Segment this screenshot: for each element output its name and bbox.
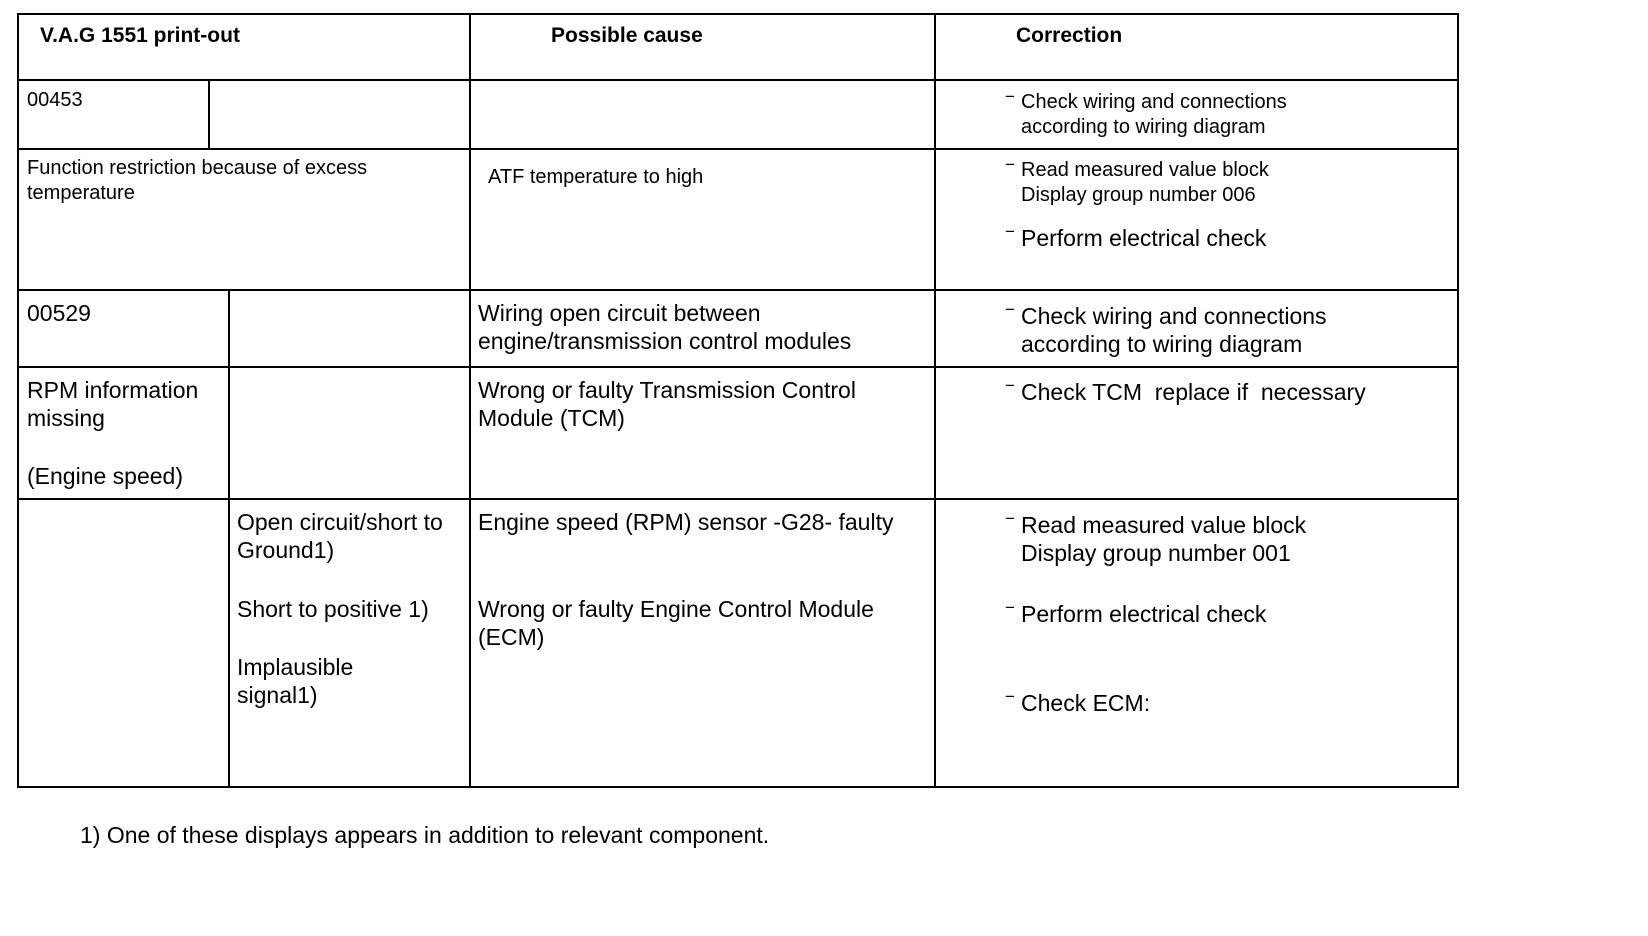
- fault-description: RPM information missing: [27, 377, 199, 431]
- header-possible-cause: Possible cause: [551, 24, 703, 47]
- fault-code: 00453: [27, 89, 83, 111]
- dash-bullet: −: [1005, 598, 1015, 617]
- correction-item: [1005, 87, 1341, 140]
- row-divider: [19, 289, 1457, 291]
- correction-text: Check ECM:: [1021, 690, 1151, 716]
- correction-text: Read measured value block Display group number 006: [1021, 159, 1269, 206]
- possible-cause: Wrong or faulty Engine Control Module (ECM): [478, 596, 874, 650]
- column-divider: [208, 79, 210, 148]
- dash-bullet: −: [1005, 300, 1015, 319]
- correction-item: [1005, 600, 1266, 628]
- correction-text: Check wiring and connections according to wiring diagram: [1021, 91, 1287, 138]
- dash-bullet: −: [1005, 222, 1015, 241]
- row-divider: [19, 148, 1457, 150]
- header-printout: V.A.G 1551 print-out: [40, 24, 240, 47]
- fault-description-note: (Engine speed): [27, 463, 183, 489]
- dash-bullet: −: [1005, 687, 1015, 706]
- correction-text: Perform electrical check: [1021, 601, 1267, 627]
- column-divider: [469, 15, 471, 786]
- header-correction: Correction: [1016, 24, 1123, 47]
- row-divider: [19, 498, 1457, 500]
- fault-type: Implausible signal1): [237, 654, 354, 708]
- correction-item: [1005, 378, 1366, 406]
- correction-item: [1005, 224, 1266, 252]
- correction-text: Perform electrical check: [1021, 225, 1267, 251]
- dash-bullet: −: [1005, 87, 1015, 106]
- column-divider: [228, 289, 230, 786]
- fault-type: Open circuit/short to Ground1): [237, 509, 443, 563]
- diagnosis-table: [17, 13, 1459, 788]
- correction-item: [1005, 302, 1371, 358]
- correction-text: Read measured value block Display group number 001: [1021, 512, 1307, 566]
- possible-cause: Wiring open circuit between engine/transmission control modules: [478, 300, 852, 354]
- row-divider: [19, 79, 1457, 81]
- possible-cause: Engine speed (RPM) sensor -G28- faulty: [478, 509, 894, 535]
- footnote: 1) One of these displays appears in addition to relevant component.: [80, 822, 770, 848]
- dash-bullet: −: [1005, 509, 1015, 528]
- dash-bullet: −: [1005, 376, 1015, 395]
- fault-description: Function restriction because of excess temperature: [27, 157, 368, 204]
- column-divider: [934, 15, 936, 786]
- row-divider: [19, 366, 1457, 368]
- possible-cause: Wrong or faulty Transmission Control Module (TCM): [478, 377, 856, 431]
- correction-text: Check wiring and connections according to wiring diagram: [1021, 303, 1327, 357]
- possible-cause: ATF temperature to high: [488, 166, 704, 188]
- correction-item: [1005, 155, 1321, 208]
- fault-code: 00529: [27, 300, 91, 326]
- correction-item: [1005, 511, 1351, 567]
- fault-type: Short to positive 1): [237, 596, 429, 622]
- correction-text: Check TCM replace if necessary: [1021, 379, 1366, 405]
- dash-bullet: −: [1005, 155, 1015, 174]
- correction-item: [1005, 689, 1150, 717]
